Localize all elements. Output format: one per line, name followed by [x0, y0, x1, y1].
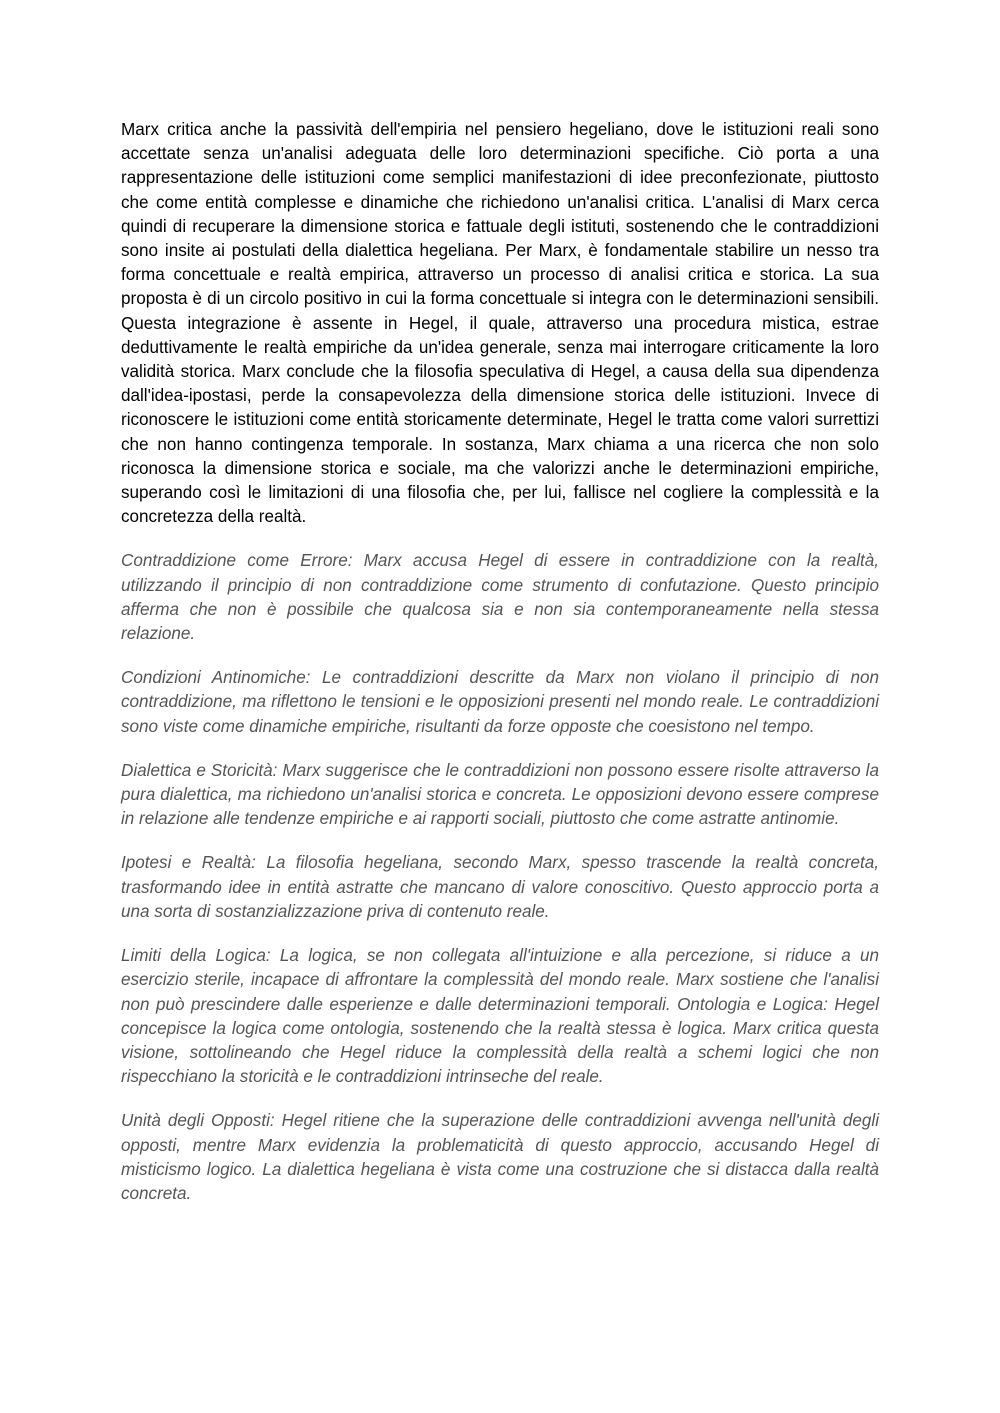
paragraph-dialettica-e-storicita: Dialettica e Storicità: Marx suggerisce che le contraddizioni non possono essere risolte attraverso la pura dialettica, ma richiedono un'analisi storica e concreta. Le opposizioni devono essere comprese in relazione alle tendenze empiriche e ai rapporti sociali, piuttosto che come astratte antinomie.	[121, 760, 879, 829]
paragraph-unita-degli-opposti: Unità degli Opposti: Hegel ritiene che la superazione delle contraddizioni avvenga nell'unità degli opposti, mentre Marx evidenzia la problematicità di questo approccio, accusando Hegel di misticismo logico. La dialettica hegeliana è vista come una costruzione che si distacca dalla realtà concreta.	[121, 1111, 879, 1203]
paragraph-ipotesi-e-realta: Ipotesi e Realtà: La filosofia hegeliana, secondo Marx, spesso trascende la realtà concreta, trasformando idee in entità astratte che mancano di valore conoscitivo. Questo approccio porta a una sorta di sostanzializzazione priva di contenuto reale.	[121, 853, 879, 921]
paragraph-limiti-della-logica: Limiti della Logica: La logica, se non collegata all'intuizione e alla percezione, si riduce a un esercizio sterile, incapace di affrontare la complessità del mondo reale. Marx sostiene che l'analisi non può prescindere dalle esperienze e dalle determinazioni temporali. Ontologia e Logica: Hegel concepisce la logica come ontologia, sostenendo che la realtà stessa è logica. Marx critica questa visione, sottolineando che Hegel riduce la complessità della realtà a schemi logici che non rispecchiano la storicità e le contraddizioni intrinseche del reale.	[121, 946, 879, 1087]
paragraph-condizioni-antinomiche: Condizioni Antinomiche: Le contraddizioni descritte da Marx non violano il principio di non contraddizione, ma riflettono le tensioni e le opposizioni presenti nel mondo reale. Le contraddizioni sono viste come dinamiche empiriche, risultanti da forze opposte che coesistono nel tempo.	[121, 668, 879, 736]
document-page	[121, 118, 879, 1226]
paragraph-contraddizione-come-errore: Contraddizione come Errore: Marx accusa Hegel di essere in contraddizione con la realtà, utilizzando il principio di non contraddizione come strumento di confutazione. Questo principio afferma che non è possibile che qualcosa sia e non sia contemporaneamente nella stessa relazione.	[121, 551, 879, 644]
main-paragraph: Marx critica anche la passività dell'empiria nel pensiero hegeliano, dove le istituzioni reali sono accettate senza un'analisi adeguata delle loro determinazioni specifiche. Ciò porta a una rappresentazione delle istituzioni come semplici manifestazioni di idee preconfezionate, piuttosto che come entità complesse e dinamiche che richiedono un'analisi critica. L'analisi di Marx cerca quindi di recuperare la dimensione storica e fattuale degli istituti, sostenendo che le contraddizioni sono insite ai postulati della dialettica hegeliana. Per Marx, è fondamentale stabilire un nesso tra forma concettuale e realtà empirica, attraverso un processo di analisi critica e storica. La sua proposta è di un circolo positivo in cui la forma concettuale si integra con le determinazioni sensibili. Questa integrazione è assente in Hegel, il quale, attraverso una procedura mistica, estrae deduttivamente le realtà empiriche da un'idea generale, senza mai interrogare criticamente la loro validità storica. Marx conclude che la filosofia speculativa di Hegel, a causa della sua dipendenza dall'idea-ipostasi, perde la consapevolezza della dimensione storica delle istituzioni. Invece di riconoscere le istituzioni come entità storicamente determinate, Hegel le tratta come valori surrettizi che non hanno contingenza temporale. In sostanza, Marx chiama a una ricerca che non solo riconosca la dimensione storica e sociale, ma che valorizzi anche le determinazioni empiriche, superando così le limitazioni di una filosofia che, per lui, fallisce nel cogliere la complessità e la concretezza della realtà.	[121, 120, 879, 527]
